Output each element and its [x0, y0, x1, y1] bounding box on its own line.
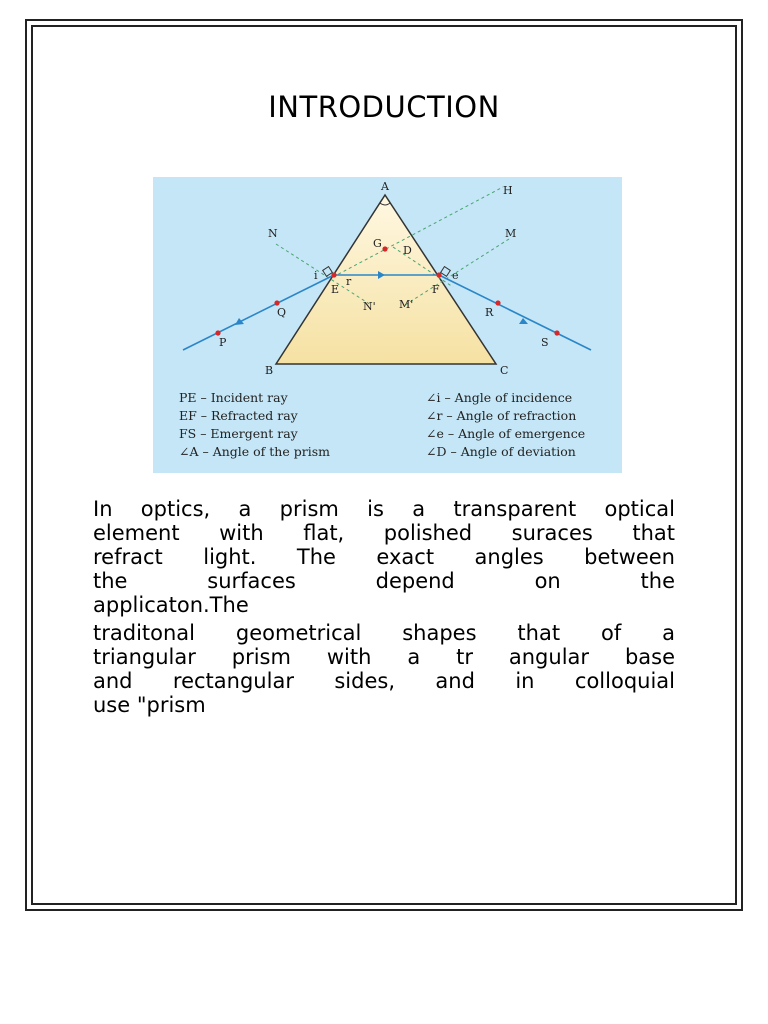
paragraph-line: use "prism — [93, 693, 206, 717]
paragraph-line: and rectangular sides, and in colloquial — [93, 669, 675, 693]
body-paragraph-2 — [93, 621, 675, 717]
paragraph-line: the surfaces depend on the — [93, 569, 675, 593]
label-G: G — [373, 237, 382, 250]
body-paragraph-1 — [93, 497, 675, 617]
point-G — [382, 246, 387, 251]
arrow-incident — [235, 318, 244, 325]
label-N-prime: N' — [363, 300, 376, 313]
label-H: H — [503, 184, 513, 197]
point-R — [495, 300, 500, 305]
legend-right-3: ∠e – Angle of emergence — [426, 426, 586, 441]
label-M: M — [505, 227, 517, 240]
label-e: e — [452, 269, 459, 282]
label-r: r — [346, 275, 352, 288]
paragraph-line: element with flat, polished suraces that — [93, 521, 675, 545]
point-Q — [274, 300, 279, 305]
legend-left-2: EF – Refracted ray — [179, 408, 298, 423]
right-angle-mark-F — [441, 267, 451, 277]
label-S: S — [541, 336, 549, 349]
label-B: B — [265, 364, 274, 377]
legend-right-4: ∠D – Angle of deviation — [426, 444, 576, 459]
paragraph-line: refract light. The exact angles between — [93, 545, 675, 569]
paragraph-line: triangular prism with a tr angular base — [93, 645, 675, 669]
label-Q: Q — [277, 306, 287, 319]
label-M-prime: M' — [399, 298, 414, 311]
point-S — [554, 330, 559, 335]
label-N: N — [268, 227, 278, 240]
paragraph-line: applicaton.The — [93, 593, 249, 617]
right-angle-mark-E — [323, 267, 333, 277]
prism-svg — [153, 177, 622, 473]
label-C: C — [500, 364, 509, 377]
label-i: i — [314, 269, 318, 282]
paragraph-line: traditonal geometrical shapes that of a — [93, 621, 675, 645]
point-P — [215, 330, 220, 335]
label-R: R — [485, 306, 494, 319]
legend-left-1: PE – Incident ray — [179, 390, 288, 405]
page-title: INTRODUCTION — [268, 90, 500, 124]
paragraph-line: In optics, a prism is a transparent optical — [93, 497, 675, 521]
legend-right-1: ∠i – Angle of incidence — [426, 390, 573, 405]
label-P: P — [219, 336, 227, 349]
legend-left-3: FS – Emergent ray — [179, 426, 298, 441]
label-A: A — [381, 180, 389, 193]
label-D: D — [403, 244, 412, 257]
prism-triangle — [276, 195, 496, 364]
prism-diagram — [153, 177, 622, 473]
label-F: F — [432, 283, 440, 296]
legend-right-2: ∠r – Angle of refraction — [426, 408, 577, 423]
label-E: E — [331, 283, 340, 296]
legend-left-4: ∠A – Angle of the prism — [179, 444, 330, 459]
